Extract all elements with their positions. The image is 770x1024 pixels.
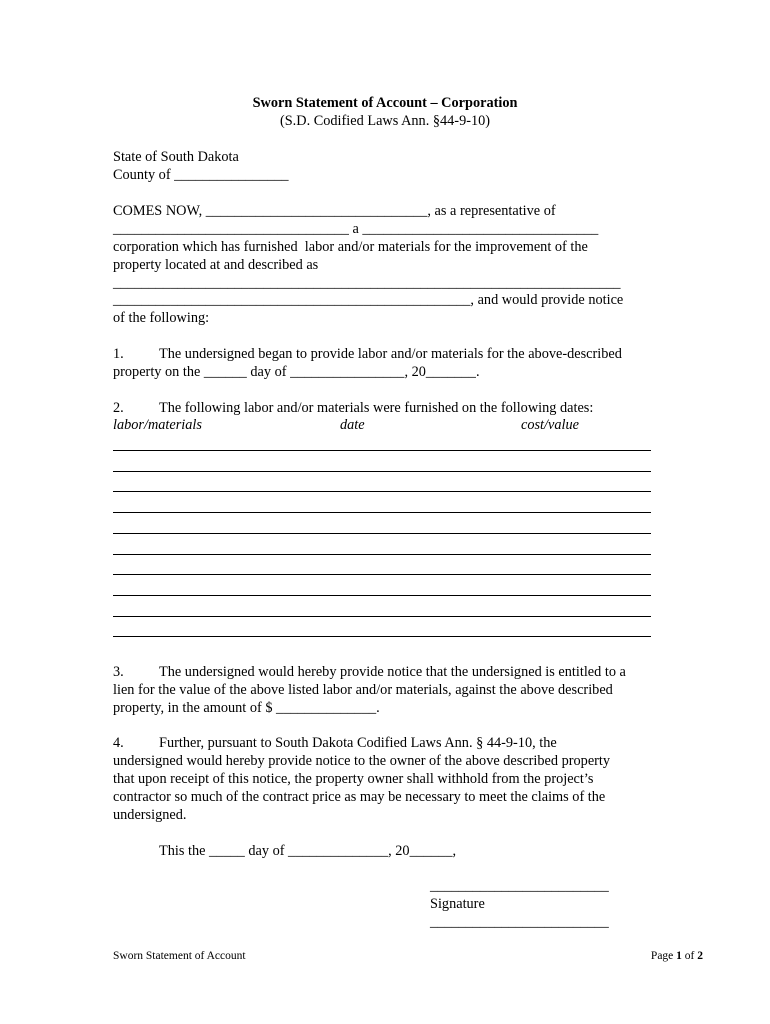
county-line: County of ________________: [113, 167, 289, 183]
column-header-labor-materials: labor/materials: [113, 417, 202, 433]
footer-page-number: [651, 949, 703, 963]
item-2-number: 2.: [113, 400, 124, 416]
item-1-number: 1.: [113, 346, 124, 362]
item-4-line-1: Further, pursuant to South Dakota Codified Laws Ann. § 44-9-10, the: [159, 735, 557, 751]
blank-entry-row: [113, 533, 651, 534]
item-3-line-3: property, in the amount of $ ______________.: [113, 700, 380, 716]
blank-entry-row: [113, 491, 651, 492]
blank-entry-row: [113, 512, 651, 513]
item-4-line-3: that upon receipt of this notice, the property owner shall withhold from the project’s: [113, 771, 594, 787]
blank-entry-row: [113, 450, 651, 451]
column-header-date: date: [340, 417, 365, 433]
blank-entry-row: [113, 595, 651, 596]
item-3-line-1: The undersigned would hereby provide notice that the undersigned is entitled to a: [159, 664, 626, 680]
signature-label: Signature: [430, 896, 485, 912]
footer-document-name: Sworn Statement of Account: [113, 950, 246, 962]
footer-page-of: of: [684, 950, 695, 962]
blank-entry-row: [113, 574, 651, 575]
item-4-line-5: undersigned.: [113, 807, 187, 823]
blank-entry-row: [113, 554, 651, 555]
state-line: State of South Dakota: [113, 149, 239, 165]
item-1-line-1: The undersigned began to provide labor and/or materials for the above-described: [159, 346, 622, 362]
dated-line: This the _____ day of ______________, 20______,: [159, 843, 457, 859]
intro-line-6: __________________________________________________, and would provide notice: [113, 292, 624, 308]
blank-entry-row: [113, 471, 651, 472]
document-title: Sworn Statement of Account – Corporation: [252, 95, 518, 111]
signature-line-bottom: _________________________: [430, 914, 609, 930]
item-2-line-1: The following labor and/or materials were furnished on the following dates:: [159, 400, 594, 416]
blank-entry-row: [113, 616, 651, 617]
intro-line-2: _________________________________ a _________________________________: [113, 221, 599, 237]
footer-page-total: 2: [697, 950, 703, 962]
intro-line-3: corporation which has furnished labor and/or materials for the improvement of the: [113, 239, 588, 255]
footer-page-current: 1: [676, 950, 682, 962]
column-header-cost-value: cost/value: [521, 417, 579, 433]
intro-line-5: _______________________________________________________________________: [113, 275, 621, 291]
item-4-line-2: undersigned would hereby provide notice to the owner of the above described property: [113, 753, 611, 769]
item-4-line-4: contractor so much of the contract price as may be necessary to meet the claims of the: [113, 789, 606, 805]
footer-page-word: Page: [650, 950, 674, 962]
item-1-line-2: property on the ______ day of ________________, 20_______.: [113, 364, 480, 380]
item-3-line-2: lien for the value of the above listed labor and/or materials, against the above described: [113, 682, 613, 698]
intro-line-1: COMES NOW, _______________________________, as a representative of: [113, 203, 556, 219]
document-subtitle: (S.D. Codified Laws Ann. §44-9-10): [279, 113, 491, 129]
signature-line-top: _________________________: [430, 878, 609, 894]
blank-entry-row: [113, 636, 651, 637]
intro-line-4: property located at and described as: [113, 257, 319, 273]
item-4-number: 4.: [113, 735, 124, 751]
item-3-number: 3.: [113, 664, 124, 680]
intro-line-7: of the following:: [113, 310, 210, 326]
